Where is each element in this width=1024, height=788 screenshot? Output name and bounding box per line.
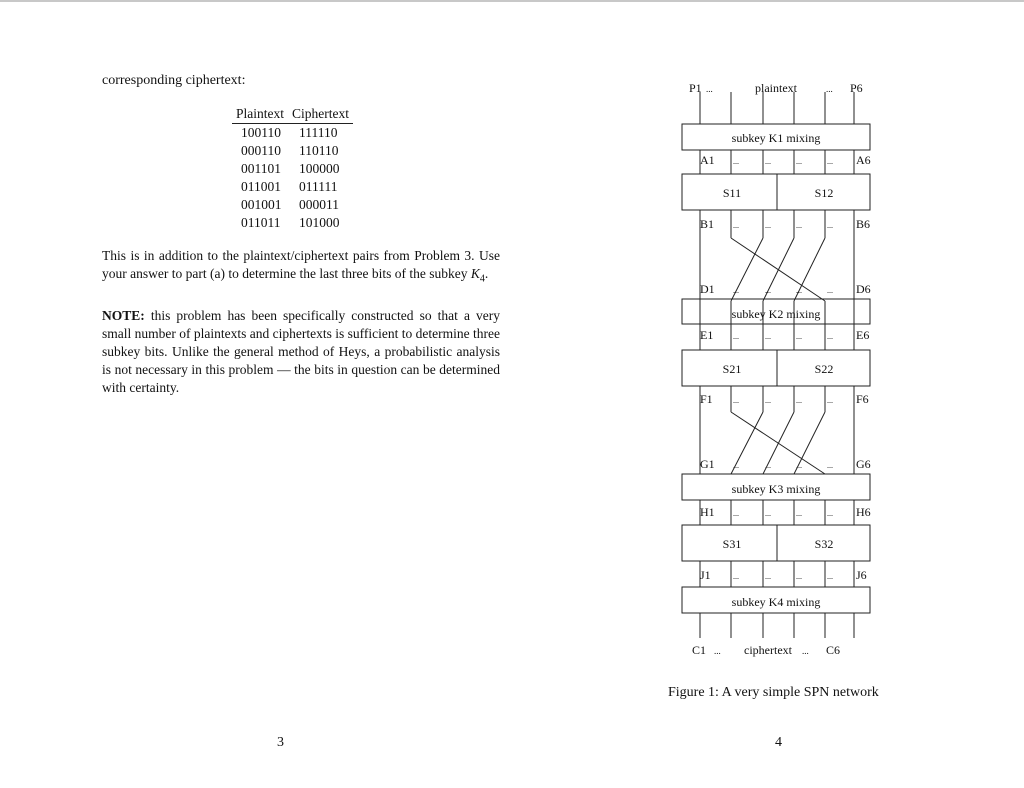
svg-text:...: ... [765,461,771,470]
label-ciphertext: ciphertext [744,643,792,657]
plaintext-cell: 001001 [241,197,282,212]
label-b6: B6 [856,217,871,231]
page-3 [0,2,520,788]
svg-text:...: ... [796,286,802,295]
paragraph-problem: This is in addition to the plaintext/ciphertext pairs from Problem 3. Use your answer to part (a) to determine the last three bits of the subkey $K_4$. [102,248,500,285]
s21-label: S21 [722,362,742,376]
ciphertext-cell: 101000 [299,215,340,230]
plaintext-cell: 100110 [241,125,281,140]
k2-mixing-label: subkey K2 mixing [731,307,821,321]
note-text: this problem has been specifically constructed so that a very small number of plaintexts and ciphertexts is sufficient to determine three subkey bits. Unlike the general method of Heys, a probabilistic analysis is not necessary in this problem — the bits in question can be determined with certainty. [102,308,500,395]
plaintext-cell: 011001 [241,179,281,194]
svg-text:...: ... [796,461,802,470]
ciphertext-cell: 111110 [299,125,338,140]
label-c6: C6 [826,643,841,657]
paragraph-note [102,307,500,397]
table-row [232,160,353,178]
svg-text:...: ... [765,332,771,341]
note-label: NOTE: [102,308,145,323]
plaintext-cell: 001101 [241,161,281,176]
label-g1: G1 [700,457,715,471]
plaintext-cell: 000110 [241,143,281,158]
label-a6: A6 [856,153,871,167]
label-h6: H6 [856,505,871,519]
table-header-plaintext: Plaintext [232,106,288,124]
svg-text:...: ... [733,221,739,230]
table-row [232,142,353,160]
label-c1: C1 [692,643,707,657]
svg-text:...: ... [733,572,739,581]
svg-text:...: ... [796,157,802,166]
table-row [232,214,353,232]
label-a1: A1 [700,153,715,167]
s11-label: S11 [722,186,742,200]
svg-text:...: ... [765,396,771,405]
k4-mixing-label: subkey K4 mixing [731,595,821,609]
svg-text:...: ... [827,157,833,166]
top-ellipsis-1: ... [706,84,713,94]
label-b1: B1 [700,217,715,231]
label-p6: P6 [850,81,863,95]
svg-text:...: ... [796,221,802,230]
svg-text:...: ... [827,396,833,405]
table-row [232,196,353,214]
top-ellipsis-2: ... [826,84,833,94]
table-header-row [232,106,353,124]
page-number-left: 3 [277,735,284,750]
k3-mixing-label: subkey K3 mixing [731,482,821,496]
svg-text:...: ... [827,461,833,470]
svg-text:...: ... [733,396,739,405]
s22-label: S22 [814,362,834,376]
svg-text:...: ... [827,572,833,581]
table-row [232,124,353,143]
svg-text:...: ... [765,157,771,166]
svg-text:...: ... [765,221,771,230]
subkey-k4: $K_4$ [470,266,485,285]
label-p1: P1 [689,81,702,95]
label-f6: F6 [856,392,869,406]
svg-text:...: ... [796,332,802,341]
svg-text:...: ... [765,572,771,581]
bottom-ellipsis-1: ... [714,646,721,656]
paragraph-problem-text: This is in addition to the plaintext/ciphertext pairs from Problem 3. Use your answer to part (a) to determine the last three bits of the subkey [102,248,500,281]
svg-text:...: ... [827,221,833,230]
label-plaintext: plaintext [755,81,797,95]
plaintext-cell: 011011 [241,215,281,230]
page-number-right: 4 [775,735,782,750]
s12-label: S12 [814,186,834,200]
table-header-ciphertext: Ciphertext [288,106,353,124]
s31-label: S31 [722,537,742,551]
k1-mixing-label: subkey K1 mixing [731,131,821,145]
page-4 [520,2,1024,788]
svg-text:...: ... [827,332,833,341]
label-g6: G6 [856,457,871,471]
plaintext-ciphertext-table [232,106,353,232]
label-d6: D6 [856,282,871,296]
bottom-ellipsis-2: ... [802,646,809,656]
svg-text:...: ... [796,396,802,405]
ciphertext-cell: 000011 [299,197,339,212]
svg-text:...: ... [796,572,802,581]
svg-text:...: ... [765,509,771,518]
ciphertext-cell: 100000 [299,161,340,176]
svg-text:...: ... [765,286,771,295]
svg-text:...: ... [827,509,833,518]
label-f1: F1 [700,392,713,406]
ciphertext-cell: 011111 [299,179,338,194]
svg-text:...: ... [733,461,739,470]
ciphertext-cell: 110110 [299,143,339,158]
s32-label: S32 [814,537,834,551]
label-e6: E6 [856,328,870,342]
intro-text: corresponding ciphertext: [102,73,246,88]
svg-text:...: ... [733,157,739,166]
label-j6: J6 [856,568,867,582]
label-d1: D1 [700,282,715,296]
figure-caption: Figure 1: A very simple SPN network [668,685,879,700]
label-e1: E1 [700,328,714,342]
svg-text:...: ... [733,509,739,518]
label-j1: J1 [700,568,711,582]
svg-text:...: ... [733,286,739,295]
spn-diagram [680,76,904,666]
svg-text:...: ... [827,286,833,295]
table-row [232,178,353,196]
label-h1: H1 [700,505,715,519]
svg-text:...: ... [733,332,739,341]
svg-text:...: ... [796,509,802,518]
